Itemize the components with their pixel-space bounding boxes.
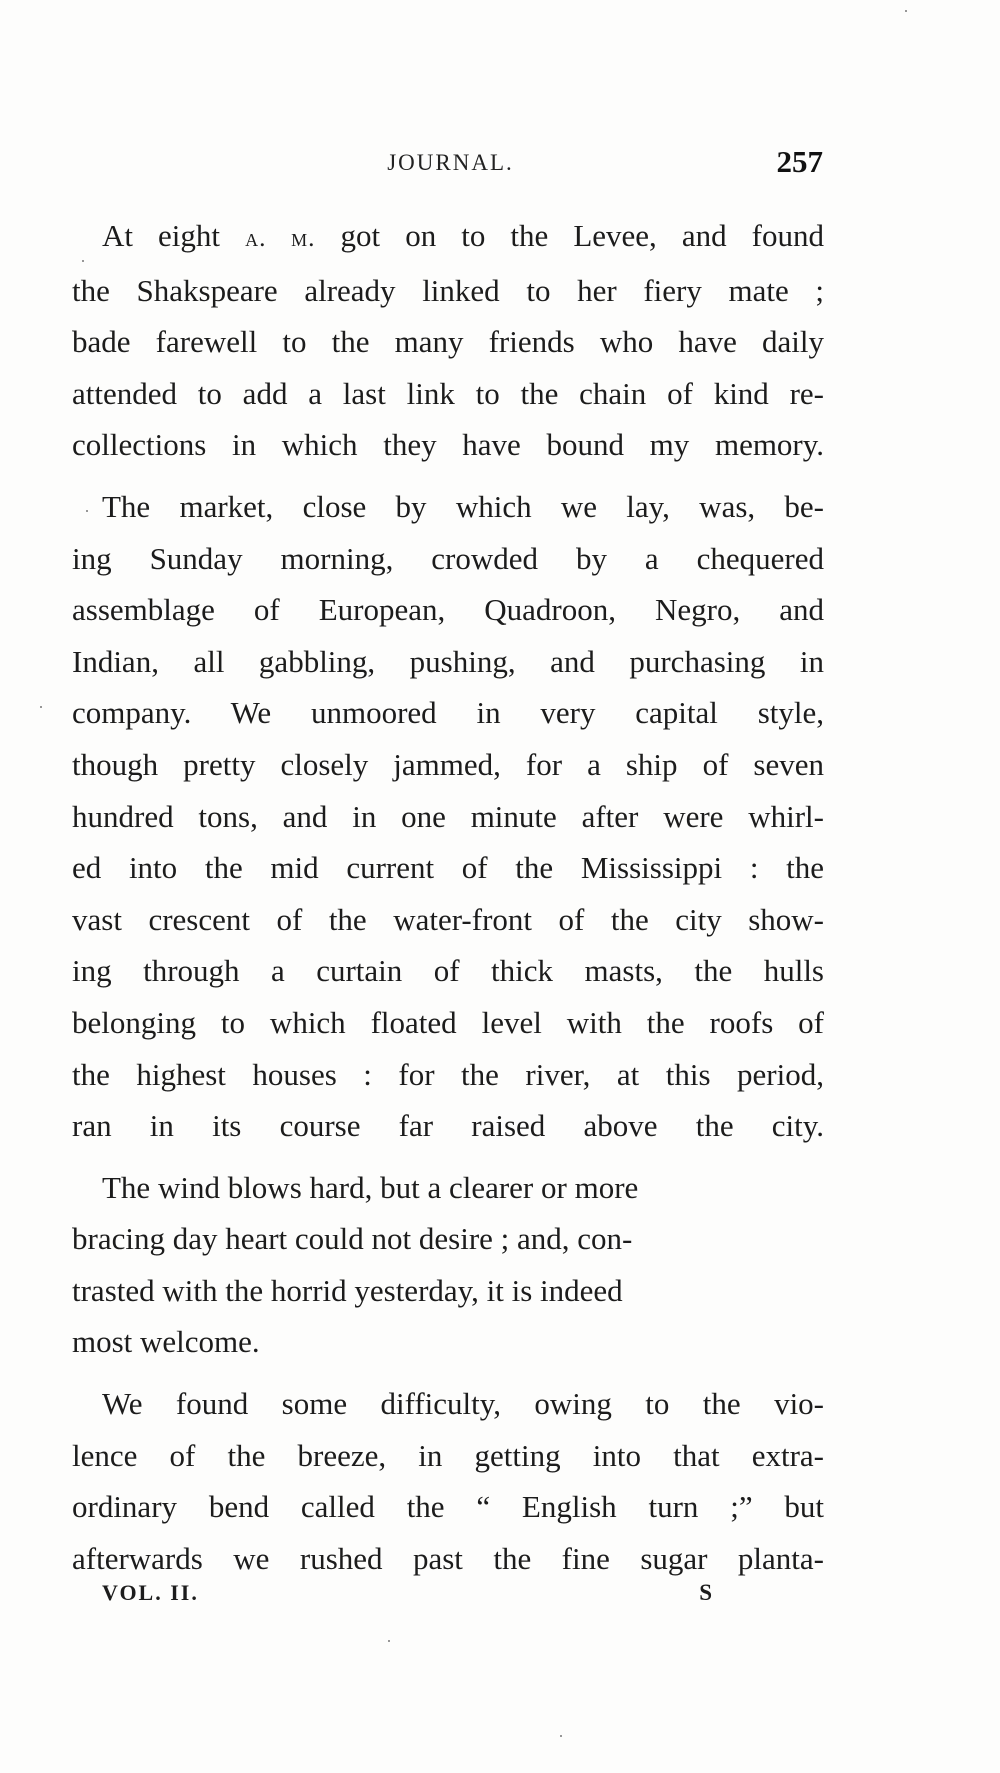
paper-speck	[905, 10, 907, 12]
small-caps-time: a. m.	[245, 224, 316, 252]
text-line: the highest houses : for the river, at this period,	[72, 1056, 824, 1092]
paragraph-1	[72, 210, 824, 471]
paper-speck	[388, 1640, 390, 1642]
paragraph-3	[72, 1162, 824, 1368]
text-line: ran in its course far raised above the city.	[72, 1108, 824, 1144]
text-line: bracing day heart could not desire ; and, con-	[72, 1221, 633, 1257]
text-line: afterwards we rushed past the fine sugar planta-	[72, 1540, 824, 1576]
text-line: bade farewell to the many friends who have daily	[72, 324, 824, 360]
volume-mark: VOL. II.	[102, 1580, 199, 1605]
text-line: most welcome.	[72, 1324, 260, 1360]
running-title: JOURNAL.	[387, 150, 514, 175]
text-line: company. We unmoored in very capital style,	[72, 695, 824, 731]
signature-mark: S	[699, 1580, 712, 1605]
text-line: though pretty closely jammed, for a ship of seven	[72, 746, 824, 782]
signature-line	[102, 1580, 712, 1616]
text-line: lence of the breeze, in getting into that extra-	[72, 1437, 824, 1473]
paragraph-4	[72, 1378, 824, 1584]
paper-speck	[86, 510, 88, 512]
text-line: ed into the mid current of the Mississippi : the	[72, 850, 824, 886]
body-text	[72, 210, 824, 1594]
text-line: collections in which they have bound my memory.	[72, 427, 824, 463]
text-line: ing through a curtain of thick masts, the hulls	[72, 953, 824, 989]
text-line: vast crescent of the water-front of the city show-	[72, 901, 824, 937]
page-number: 257	[776, 144, 823, 179]
text-line: Indian, all gabbling, pushing, and purchasing in	[72, 643, 824, 679]
text-line: the Shakspeare already linked to her fiery mate ;	[72, 272, 824, 308]
paper-speck	[82, 260, 84, 262]
text-line: The wind blows hard, but a clearer or more	[102, 1169, 639, 1205]
running-head	[78, 144, 823, 190]
paper-speck	[560, 1735, 562, 1737]
text-line: belonging to which floated level with the roofs of	[72, 1004, 824, 1040]
text-line: trasted with the horrid yesterday, it is indeed	[72, 1272, 623, 1308]
text-line: ordinary bend called the “ English turn ;” but	[72, 1489, 824, 1525]
text-line: ing Sunday morning, crowded by a chequered	[72, 540, 824, 576]
text-line: hundred tons, and in one minute after were whirl-	[72, 798, 824, 834]
text-line: assemblage of European, Quadroon, Negro, and	[72, 592, 824, 628]
text-line: attended to add a last link to the chain of kind re-	[72, 375, 824, 411]
paragraph-2	[72, 481, 824, 1152]
text-line: At eight a. m. got on to the Levee, and found	[102, 218, 824, 253]
text-line: The market, close by which we lay, was, be-	[102, 488, 824, 524]
paper-speck	[40, 706, 42, 708]
text-line: We found some difficulty, owing to the vio-	[102, 1386, 824, 1422]
